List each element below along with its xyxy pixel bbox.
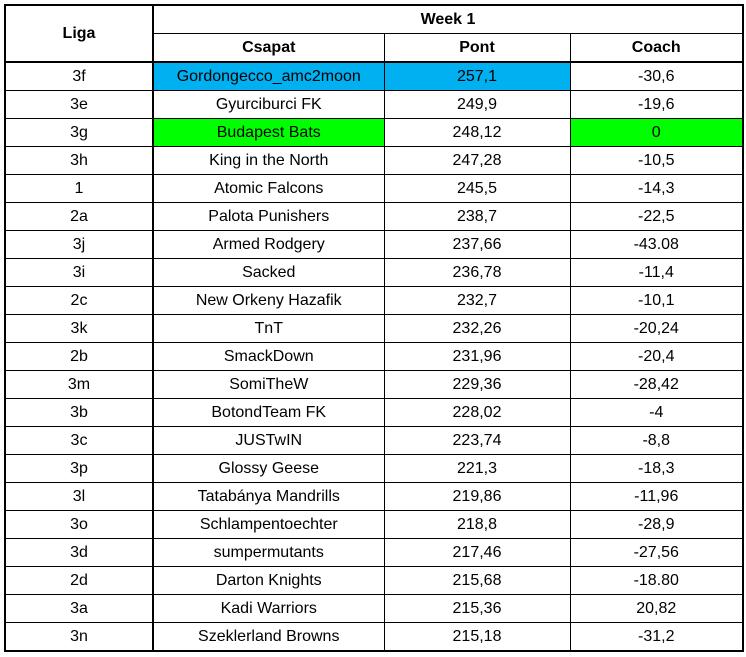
table-row <box>5 427 743 455</box>
team-cell: JUSTwIN <box>153 427 384 455</box>
pont-cell: 248,12 <box>384 119 570 147</box>
coach-cell: -31,2 <box>570 623 743 652</box>
liga-cell: 3k <box>5 315 153 343</box>
team-cell: Sacked <box>153 259 384 287</box>
pont-cell: 223,74 <box>384 427 570 455</box>
coach-cell: -18,3 <box>570 455 743 483</box>
standings-sheet <box>4 4 744 652</box>
table-row <box>5 455 743 483</box>
pont-cell: 229,36 <box>384 371 570 399</box>
table-row <box>5 539 743 567</box>
coach-cell: -28,42 <box>570 371 743 399</box>
team-cell: Darton Knights <box>153 567 384 595</box>
pont-cell: 232,26 <box>384 315 570 343</box>
liga-cell: 3i <box>5 259 153 287</box>
header-row-week <box>5 5 743 34</box>
table-row <box>5 91 743 119</box>
coach-cell: 20,82 <box>570 595 743 623</box>
table-row <box>5 259 743 287</box>
table-row <box>5 567 743 595</box>
coach-cell: -14,3 <box>570 175 743 203</box>
table-row <box>5 595 743 623</box>
pont-column-header: Pont <box>384 34 570 63</box>
table-row <box>5 119 743 147</box>
table-row <box>5 287 743 315</box>
coach-cell: 0 <box>570 119 743 147</box>
liga-cell: 3f <box>5 62 153 91</box>
standings-body <box>5 62 743 651</box>
table-row <box>5 343 743 371</box>
coach-cell: -43.08 <box>570 231 743 259</box>
team-cell: Armed Rodgery <box>153 231 384 259</box>
table-row <box>5 483 743 511</box>
team-cell: TnT <box>153 315 384 343</box>
liga-cell: 3l <box>5 483 153 511</box>
table-row <box>5 231 743 259</box>
pont-cell: 217,46 <box>384 539 570 567</box>
team-cell: SomiTheW <box>153 371 384 399</box>
team-cell: Budapest Bats <box>153 119 384 147</box>
coach-cell: -27,56 <box>570 539 743 567</box>
pont-cell: 228,02 <box>384 399 570 427</box>
team-cell: Szeklerland Browns <box>153 623 384 652</box>
pont-cell: 237,66 <box>384 231 570 259</box>
pont-cell: 247,28 <box>384 147 570 175</box>
liga-cell: 3a <box>5 595 153 623</box>
coach-cell: -11,96 <box>570 483 743 511</box>
pont-cell: 236,78 <box>384 259 570 287</box>
coach-cell: -4 <box>570 399 743 427</box>
liga-cell: 2d <box>5 567 153 595</box>
team-cell: Glossy Geese <box>153 455 384 483</box>
team-cell: Gyurciburci FK <box>153 91 384 119</box>
pont-cell: 215,68 <box>384 567 570 595</box>
team-cell: Kadi Warriors <box>153 595 384 623</box>
liga-cell: 3b <box>5 399 153 427</box>
pont-cell: 221,3 <box>384 455 570 483</box>
pont-cell: 249,9 <box>384 91 570 119</box>
table-row <box>5 315 743 343</box>
liga-cell: 3e <box>5 91 153 119</box>
table-row <box>5 399 743 427</box>
coach-cell: -20,24 <box>570 315 743 343</box>
liga-cell: 2c <box>5 287 153 315</box>
coach-cell: -10,1 <box>570 287 743 315</box>
team-cell: Tatabánya Mandrills <box>153 483 384 511</box>
table-row <box>5 62 743 91</box>
coach-column-header: Coach <box>570 34 743 63</box>
pont-cell: 219,86 <box>384 483 570 511</box>
liga-cell: 3g <box>5 119 153 147</box>
liga-cell: 3n <box>5 623 153 652</box>
team-cell: sumpermutants <box>153 539 384 567</box>
team-cell: Atomic Falcons <box>153 175 384 203</box>
coach-cell: -22,5 <box>570 203 743 231</box>
coach-cell: -11,4 <box>570 259 743 287</box>
liga-cell: 1 <box>5 175 153 203</box>
coach-cell: -10,5 <box>570 147 743 175</box>
team-cell: Gordongecco_amc2moon <box>153 62 384 91</box>
pont-cell: 215,18 <box>384 623 570 652</box>
standings-table <box>4 4 744 652</box>
team-cell: BotondTeam FK <box>153 399 384 427</box>
table-row <box>5 203 743 231</box>
table-row <box>5 623 743 652</box>
pont-cell: 232,7 <box>384 287 570 315</box>
liga-cell: 3m <box>5 371 153 399</box>
liga-cell: 3h <box>5 147 153 175</box>
team-cell: Schlampentoechter <box>153 511 384 539</box>
pont-cell: 238,7 <box>384 203 570 231</box>
pont-cell: 215,36 <box>384 595 570 623</box>
pont-cell: 245,5 <box>384 175 570 203</box>
team-column-header: Csapat <box>153 34 384 63</box>
liga-header: Liga <box>5 5 153 62</box>
coach-cell: -28,9 <box>570 511 743 539</box>
liga-cell: 2b <box>5 343 153 371</box>
pont-cell: 257,1 <box>384 62 570 91</box>
liga-cell: 3p <box>5 455 153 483</box>
liga-cell: 3c <box>5 427 153 455</box>
team-cell: New Orkeny Hazafik <box>153 287 384 315</box>
table-row <box>5 371 743 399</box>
liga-cell: 2a <box>5 203 153 231</box>
table-row <box>5 511 743 539</box>
liga-cell: 3o <box>5 511 153 539</box>
coach-cell: -19,6 <box>570 91 743 119</box>
team-cell: King in the North <box>153 147 384 175</box>
liga-cell: 3j <box>5 231 153 259</box>
pont-cell: 218,8 <box>384 511 570 539</box>
team-cell: SmackDown <box>153 343 384 371</box>
coach-cell: -30,6 <box>570 62 743 91</box>
team-cell: Palota Punishers <box>153 203 384 231</box>
table-row <box>5 175 743 203</box>
coach-cell: -20,4 <box>570 343 743 371</box>
coach-cell: -8,8 <box>570 427 743 455</box>
table-row <box>5 147 743 175</box>
week-header: Week 1 <box>153 5 743 34</box>
liga-cell: 3d <box>5 539 153 567</box>
pont-cell: 231,96 <box>384 343 570 371</box>
coach-cell: -18.80 <box>570 567 743 595</box>
